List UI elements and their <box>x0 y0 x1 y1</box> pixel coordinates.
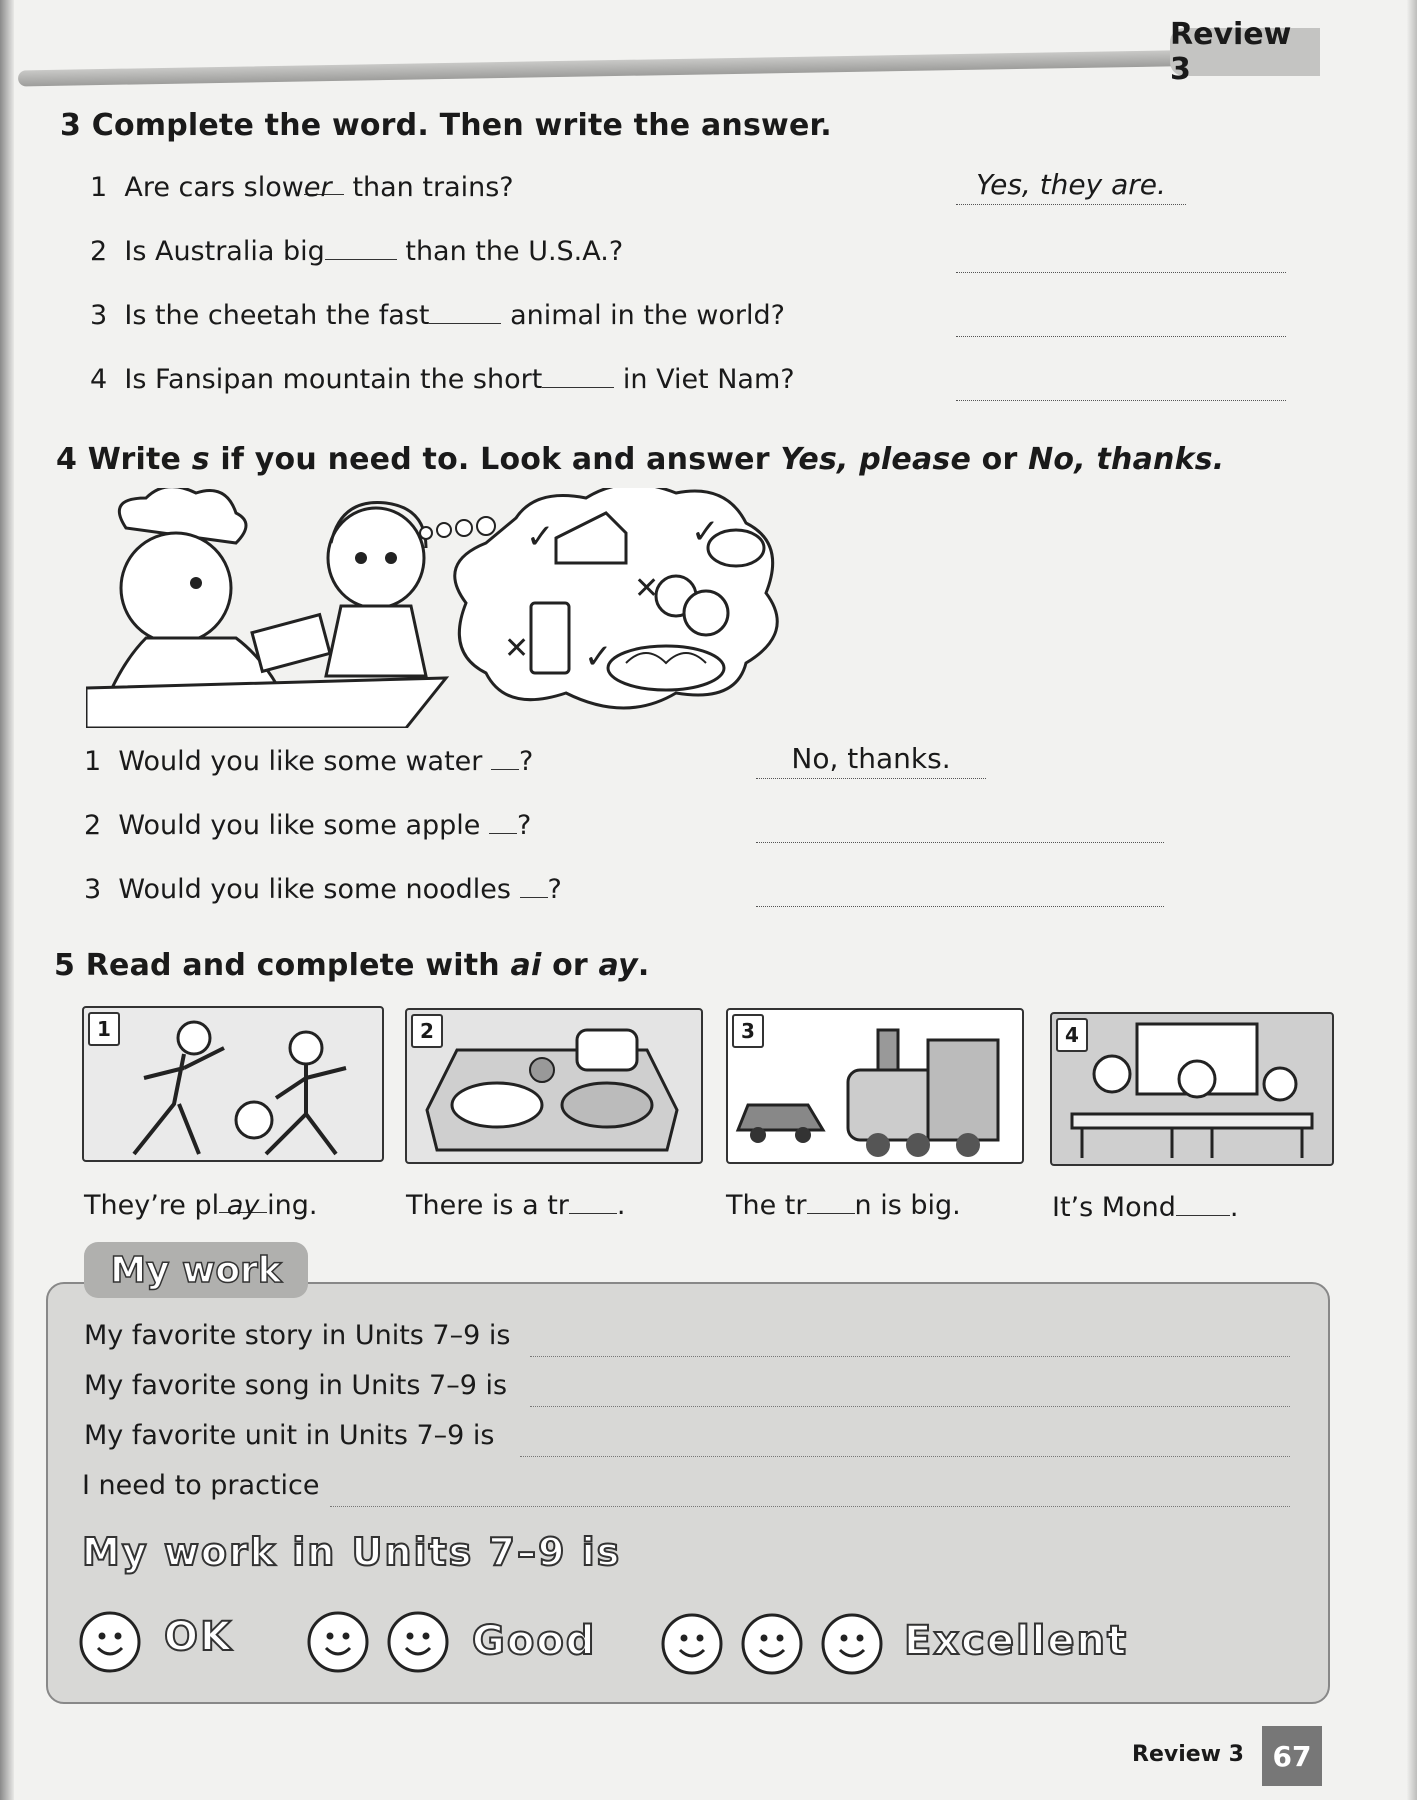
page-edge-right <box>1407 0 1417 1800</box>
soccer-ball-icon <box>236 1102 272 1138</box>
s3-question-2 <box>90 236 623 267</box>
question-mark: ? <box>547 874 562 905</box>
picture-3-train <box>726 1008 1024 1164</box>
page-binding-shadow <box>0 0 14 1800</box>
question-number: 2 <box>90 236 108 267</box>
noodles-icon <box>608 646 724 690</box>
answer-line-3[interactable] <box>956 300 1286 337</box>
title-part: Read and complete with <box>85 948 511 983</box>
section-5-title <box>54 948 649 983</box>
picture-number: 1 <box>88 1012 120 1046</box>
question-number: 3 <box>84 874 102 905</box>
s4-question-3 <box>84 874 562 905</box>
table <box>86 678 446 728</box>
smiley-icon[interactable] <box>78 1610 142 1674</box>
section-title-text: Complete the word. Then write the answer. <box>91 108 832 143</box>
smiley-icon[interactable] <box>820 1612 884 1676</box>
question-text: Would you like some water <box>118 746 483 777</box>
train-icon <box>728 1010 1022 1162</box>
smiley-icon[interactable] <box>660 1612 724 1676</box>
s3-question-3 <box>90 300 785 331</box>
question-text-before: Is Australia big <box>124 236 325 267</box>
caption-text: It’s Mond <box>1052 1192 1176 1223</box>
title-part: or <box>541 948 599 983</box>
svg-text:✓: ✓ <box>691 512 720 552</box>
plural-s-blank[interactable] <box>520 875 548 898</box>
question-number: 2 <box>84 810 102 841</box>
answer-line-1[interactable]: Yes, they are. <box>956 168 1186 205</box>
favorite-unit-answer[interactable] <box>520 1456 1290 1457</box>
letter-blank[interactable] <box>569 1191 617 1214</box>
need-to-practice-line: I need to practice <box>82 1470 320 1501</box>
caption-text: n is big. <box>854 1190 961 1221</box>
need-to-practice-answer[interactable] <box>330 1506 1290 1507</box>
girl-head <box>328 508 424 608</box>
answer-line-2[interactable] <box>956 236 1286 273</box>
header-band <box>18 50 1218 87</box>
answer-line-4[interactable] <box>956 364 1286 401</box>
favorite-story-line: My favorite story in Units 7–9 is <box>84 1320 511 1351</box>
question-number: 3 <box>90 300 108 331</box>
picture-2-caption <box>406 1190 625 1221</box>
s3-question-4 <box>90 364 795 395</box>
word-blank[interactable] <box>325 237 397 260</box>
picture-number: 2 <box>411 1014 443 1048</box>
section-number: 4 <box>56 442 78 477</box>
title-part: s <box>191 442 210 477</box>
section-4-title <box>56 442 1224 477</box>
svg-text:✓: ✓ <box>526 517 555 557</box>
rating-good[interactable]: Good <box>472 1618 597 1664</box>
question-number: 1 <box>84 746 102 777</box>
caption-text: ing. <box>267 1190 318 1221</box>
girl-body <box>326 606 426 676</box>
smiley-icon[interactable] <box>306 1610 370 1674</box>
title-part: ay <box>598 948 638 983</box>
caption-text: The tr <box>726 1190 807 1221</box>
section-number: 3 <box>60 108 82 143</box>
svg-text:✕: ✕ <box>634 571 660 606</box>
favorite-song-line: My favorite song in Units 7–9 is <box>84 1370 508 1401</box>
restaurant-illustration <box>86 488 826 728</box>
question-text-after: than trains? <box>352 172 514 203</box>
caption-text: . <box>616 1190 626 1221</box>
letter-blank[interactable]: ay <box>219 1190 267 1213</box>
picture-4-caption <box>1052 1192 1238 1223</box>
smiley-icon[interactable] <box>386 1610 450 1674</box>
review-tab: Review 3 <box>1170 28 1320 76</box>
my-work-summary: My work in Units 7–9 is <box>82 1530 622 1574</box>
title-part: Yes, please <box>780 442 972 477</box>
question-mark: ? <box>519 746 534 777</box>
letter-blank[interactable] <box>807 1191 855 1214</box>
smiley-icon[interactable] <box>740 1612 804 1676</box>
footer-label: Review 3 <box>1132 1742 1244 1767</box>
question-text-after: than the U.S.A.? <box>405 236 624 267</box>
picture-number: 4 <box>1056 1018 1088 1052</box>
page-number: 67 <box>1262 1726 1322 1786</box>
title-part: Write <box>87 442 192 477</box>
section-number: 5 <box>54 948 76 983</box>
my-work-label: My work <box>84 1242 308 1298</box>
question-text-before: Are cars slow <box>124 172 304 203</box>
plural-s-blank[interactable] <box>489 811 517 834</box>
word-blank[interactable] <box>542 365 614 388</box>
question-text: Would you like some apple <box>118 810 481 841</box>
word-blank[interactable]: er <box>304 172 344 195</box>
s4-answer-2[interactable] <box>756 806 1164 843</box>
caption-text: They’re pl <box>84 1190 220 1221</box>
caption-text: There is a tr <box>406 1190 569 1221</box>
question-text-after: in Viet Nam? <box>622 364 795 395</box>
waiter-head <box>121 533 231 643</box>
question-number: 4 <box>90 364 108 395</box>
title-part: . <box>637 948 650 983</box>
classroom-icon <box>1052 1014 1332 1164</box>
s4-question-1 <box>84 746 533 777</box>
s3-question-1 <box>90 172 514 203</box>
picture-2-tray-of-food <box>405 1008 703 1164</box>
letter-blank[interactable] <box>1176 1193 1230 1216</box>
water-glass-icon <box>531 603 569 673</box>
title-part: No, thanks. <box>1028 442 1225 477</box>
plural-s-blank[interactable] <box>491 747 519 770</box>
caption-text: . <box>1229 1192 1239 1223</box>
food-tray-icon <box>407 1010 701 1162</box>
picture-4-classroom <box>1050 1012 1334 1166</box>
title-part: ai <box>510 948 542 983</box>
picture-1-playing-soccer <box>82 1006 384 1162</box>
favorite-story-answer[interactable] <box>530 1356 1290 1357</box>
word-blank[interactable] <box>429 301 501 324</box>
section-3-title <box>60 108 832 143</box>
question-text-after: animal in the world? <box>510 300 785 331</box>
title-part: if you need to. Look and answer <box>209 442 781 477</box>
s4-answer-1[interactable]: No, thanks. <box>756 742 986 779</box>
svg-text:✓: ✓ <box>584 637 613 677</box>
question-text: Would you like some noodles <box>118 874 511 905</box>
title-part: or <box>971 442 1029 477</box>
soccer-players-icon <box>84 1008 382 1160</box>
favorite-unit-line: My favorite unit in Units 7–9 is <box>84 1420 495 1451</box>
question-mark: ? <box>517 810 532 841</box>
s4-answer-3[interactable] <box>756 870 1164 907</box>
s4-question-2 <box>84 810 531 841</box>
question-text-before: Is the cheetah the fast <box>124 300 430 331</box>
rating-ok[interactable]: OK <box>164 1614 233 1660</box>
rating-excellent[interactable]: Excellent <box>904 1618 1129 1664</box>
question-text-before: Is Fansipan mountain the short <box>124 364 543 395</box>
svg-text:✕: ✕ <box>504 631 530 666</box>
question-number: 1 <box>90 172 108 203</box>
picture-3-caption <box>726 1190 961 1221</box>
favorite-song-answer[interactable] <box>530 1406 1290 1407</box>
notepad-icon <box>252 615 330 672</box>
picture-number: 3 <box>732 1014 764 1048</box>
picture-1-caption <box>84 1190 317 1221</box>
